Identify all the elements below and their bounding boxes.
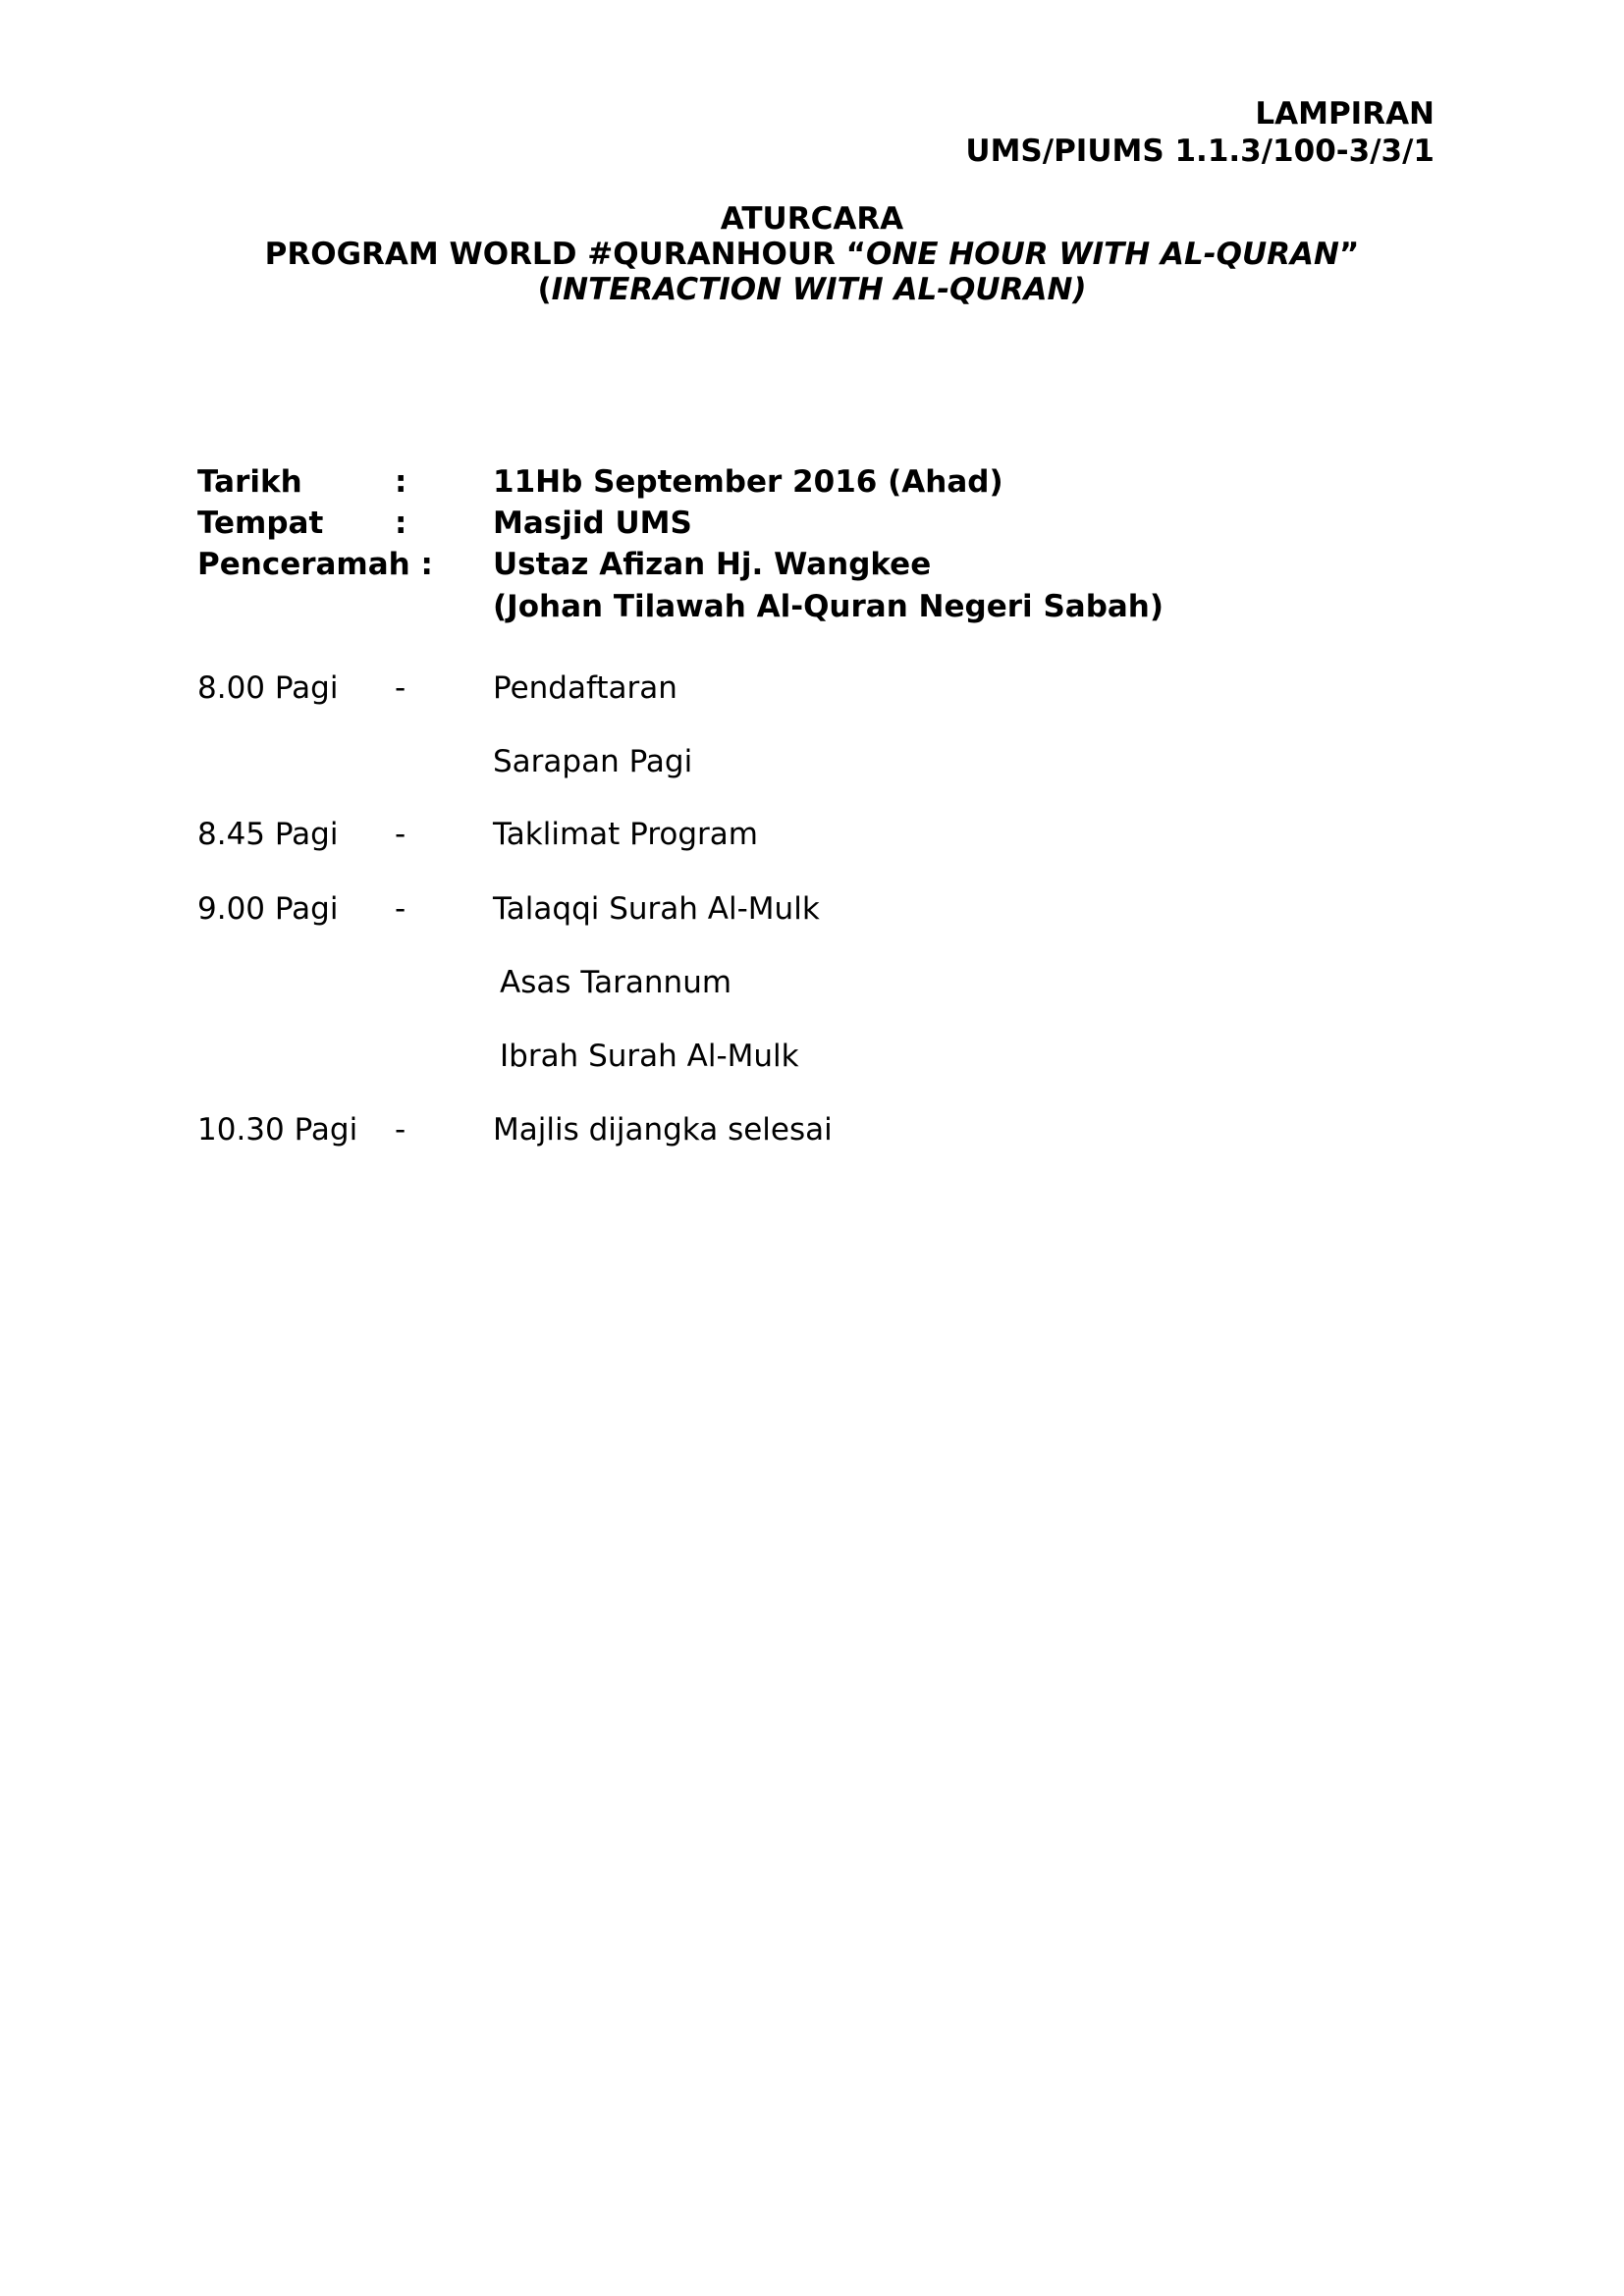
schedule-item: Sarapan Pagi xyxy=(493,744,693,779)
tempat-value: Masjid UMS xyxy=(493,506,692,541)
program-subtitle-open: ( xyxy=(537,272,552,307)
tarikh-label: Tarikh xyxy=(197,464,302,500)
tarikh-value: 11Hb September 2016 (Ahad) xyxy=(493,464,1003,500)
program-title-suffix: ” xyxy=(1338,237,1360,272)
schedule-dash: - xyxy=(395,891,406,927)
schedule-item: Talaqqi Surah Al-Mulk xyxy=(493,891,820,927)
schedule-item: Asas Tarannum xyxy=(500,965,732,1000)
program-subtitle xyxy=(0,272,1624,307)
penceramah-label: Penceramah : xyxy=(197,547,433,582)
tarikh-colon: : xyxy=(395,464,407,500)
schedule-dash: - xyxy=(395,1112,406,1148)
penceramah-note: (Johan Tilawah Al-Quran Negeri Sabah) xyxy=(493,589,1164,624)
document-title: ATURCARA xyxy=(720,201,904,237)
schedule-item: Ibrah Surah Al-Mulk xyxy=(500,1039,799,1074)
schedule-item: Majlis dijangka selesai xyxy=(493,1112,833,1148)
schedule-dash: - xyxy=(395,670,406,706)
lampiran-label: LAMPIRAN xyxy=(1255,96,1435,132)
penceramah-value: Ustaz Afizan Hj. Wangkee xyxy=(493,547,932,582)
tempat-label: Tempat xyxy=(197,506,324,541)
program-subtitle-italic: INTERACTION WITH AL-QURAN) xyxy=(551,272,1087,307)
schedule-time: 8.45 Pagi xyxy=(197,817,339,852)
schedule-item: Taklimat Program xyxy=(493,817,758,852)
reference-number: UMS/PIUMS 1.1.3/100-3/3/1 xyxy=(965,133,1435,169)
program-title-italic: ONE HOUR WITH AL-QURAN xyxy=(866,237,1339,272)
program-title xyxy=(0,237,1624,272)
schedule-dash: - xyxy=(395,817,406,852)
program-title-prefix: PROGRAM WORLD #QURANHOUR “ xyxy=(264,237,867,272)
schedule-time: 9.00 Pagi xyxy=(197,891,339,927)
tempat-colon: : xyxy=(395,506,407,541)
schedule-time: 8.00 Pagi xyxy=(197,670,339,706)
schedule-item: Pendaftaran xyxy=(493,670,677,706)
schedule-time: 10.30 Pagi xyxy=(197,1112,358,1148)
